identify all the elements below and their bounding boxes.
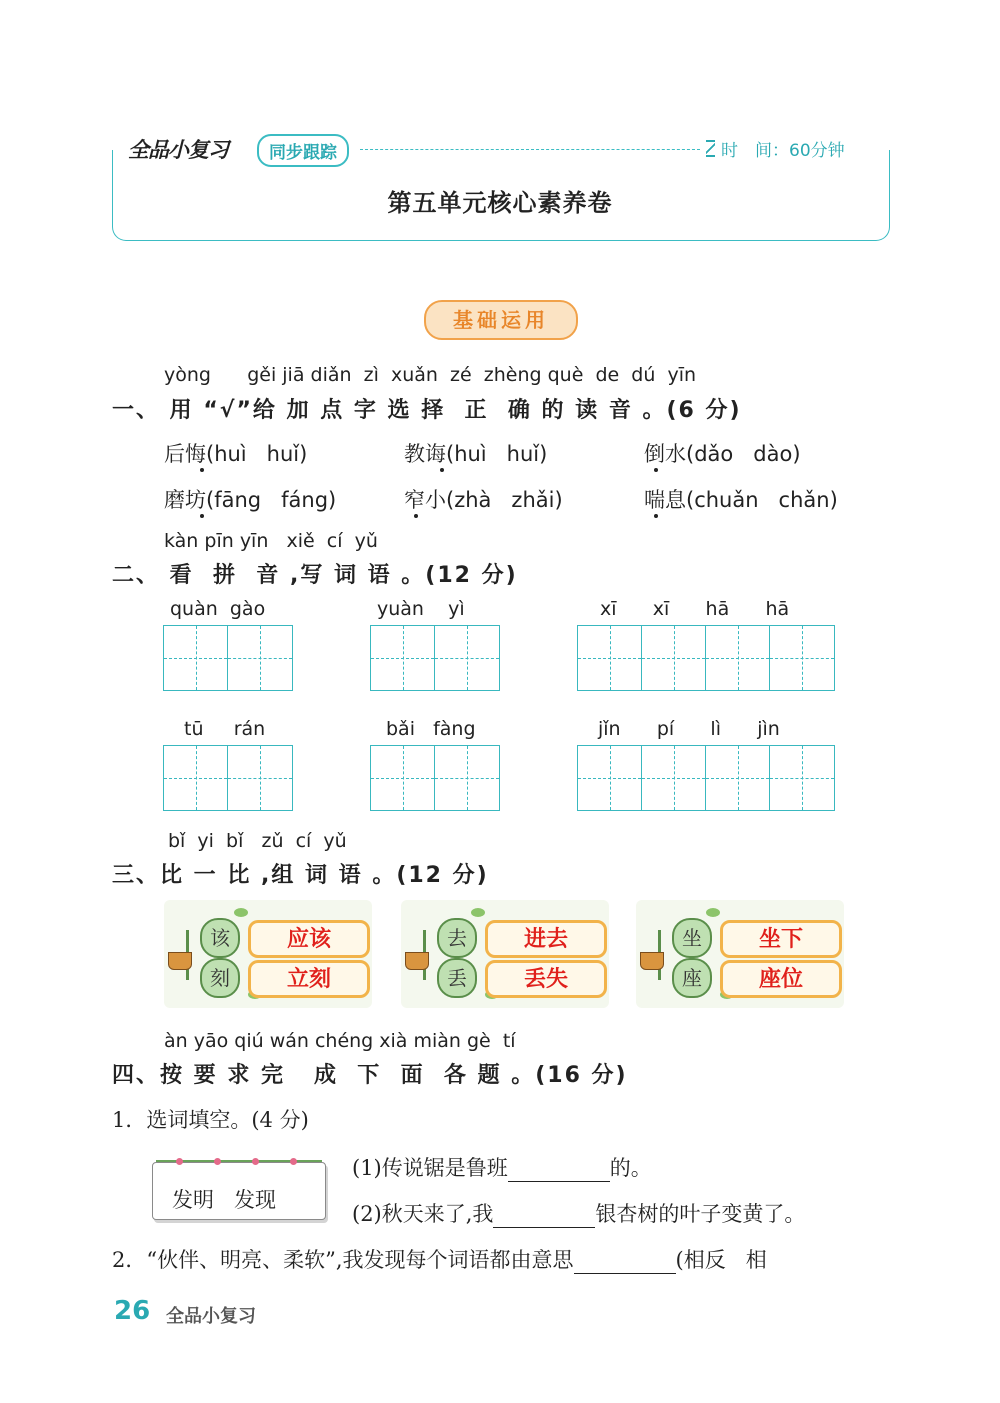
- grid-cell[interactable]: [371, 746, 435, 810]
- section-banner: 基础运用: [424, 300, 578, 340]
- answer-word: 坐下: [720, 920, 842, 958]
- answer-word: 立刻: [248, 960, 370, 998]
- grid-pinyin: yuàn yì: [377, 598, 465, 620]
- grid-cell[interactable]: [164, 746, 228, 810]
- q2-pinyin: kàn pīn yīn xiě cí yǔ: [164, 530, 378, 552]
- brand-logo: 全品小复习: [128, 138, 228, 162]
- emphasis-dot: [200, 468, 204, 472]
- q4-sub1-title: 1．选词填空。(4 分): [112, 1108, 309, 1132]
- writing-grid[interactable]: [370, 745, 500, 811]
- grid-cell[interactable]: [435, 626, 499, 690]
- grid-cell[interactable]: [578, 746, 642, 810]
- grid-cell[interactable]: [578, 626, 642, 690]
- emphasis-dot: [414, 514, 418, 518]
- leaf-icon: [471, 908, 485, 917]
- writing-grid[interactable]: [163, 745, 293, 811]
- answer-blank[interactable]: [508, 1181, 610, 1182]
- compare-card: [636, 900, 844, 1008]
- q1-item: 喘息(chuǎn chǎn): [644, 488, 838, 512]
- footer-brand: 全品小复习: [166, 1306, 256, 1327]
- answer-word: 丢失: [485, 960, 607, 998]
- writing-grid[interactable]: [577, 625, 835, 691]
- leaf-icon: [234, 908, 248, 917]
- emphasis-dot: [200, 514, 204, 518]
- flower-icon: [290, 1158, 297, 1165]
- flowerpot-icon: [168, 952, 192, 970]
- answer-word: 应该: [248, 920, 370, 958]
- time-info: [706, 136, 845, 161]
- grid-pinyin: quàn gào: [170, 598, 266, 620]
- char-bubble: 坐: [672, 918, 712, 958]
- fill-sentence-2: (2)秋天来了,我 银杏树的叶子变黄了。: [352, 1202, 806, 1226]
- emphasis-dot: [654, 468, 658, 472]
- grid-pinyin: jǐn pí lì jìn: [598, 718, 780, 740]
- answer-blank[interactable]: [493, 1227, 595, 1228]
- grid-cell[interactable]: [770, 626, 834, 690]
- grid-cell[interactable]: [371, 626, 435, 690]
- grid-cell[interactable]: [164, 626, 228, 690]
- q1-item: 窄小(zhà zhǎi): [404, 488, 563, 512]
- flower-icon: [176, 1158, 183, 1165]
- char-bubble: 丢: [437, 958, 477, 998]
- q1-item: 磨坊(fāng fáng): [164, 488, 337, 512]
- flower-icon: [252, 1158, 259, 1165]
- grid-cell[interactable]: [706, 746, 770, 810]
- q1-item: 后悔(huì huǐ): [164, 442, 308, 466]
- fill-sentence-1: (1)传说锯是鲁班 的。: [352, 1156, 652, 1180]
- page-title: 第五单元核心素养卷: [387, 189, 613, 217]
- answer-word: 进去: [485, 920, 607, 958]
- writing-grid[interactable]: [163, 625, 293, 691]
- header-divider: [360, 149, 700, 150]
- q1-pinyin: yòng gěi jiā diǎn zì xuǎn zé zhèng què de dú yīn: [164, 364, 697, 386]
- compare-card: [164, 900, 372, 1008]
- grid-cell[interactable]: [228, 746, 292, 810]
- grid-pinyin: tū rán: [184, 718, 266, 740]
- flowerpot-icon: [405, 952, 429, 970]
- sync-tag: 同步跟踪: [257, 134, 349, 167]
- q4-heading: 四、按 要 求 完 成 下 面 各 题 。(16 分): [112, 1063, 628, 1088]
- page-number: 26: [114, 1296, 151, 1326]
- writing-grid[interactable]: [370, 625, 500, 691]
- q3-pinyin: bǐ yi bǐ zǔ cí yǔ: [168, 830, 347, 852]
- grid-cell[interactable]: [228, 626, 292, 690]
- grid-cell[interactable]: [435, 746, 499, 810]
- q2-heading: 二、 看 拼 音 ,写 词 语 。(12 分): [112, 563, 518, 588]
- char-bubble: 座: [672, 958, 712, 998]
- answer-word: 座位: [720, 960, 842, 998]
- hourglass-icon: [706, 140, 715, 157]
- grid-cell[interactable]: [642, 626, 706, 690]
- grid-pinyin: xī xī hā hā: [600, 598, 790, 620]
- emphasis-dot: [440, 468, 444, 472]
- q1-heading: 一、 用 “√”给 加 点 字 选 择 正 确 的 读 音 。(6 分): [112, 398, 742, 423]
- q1-item: 倒水(dǎo dào): [644, 442, 801, 466]
- grid-pinyin: bǎi fàng: [386, 718, 476, 740]
- char-bubble: 该: [200, 918, 240, 958]
- answer-blank[interactable]: [574, 1273, 676, 1274]
- grid-cell[interactable]: [706, 626, 770, 690]
- q4-sub2: 2．“伙伴、明亮、柔软”,我发现每个词语都由意思 (相反 相: [112, 1248, 767, 1272]
- flower-icon: [214, 1158, 221, 1165]
- leaf-icon: [706, 908, 720, 917]
- q3-heading: 三、比 一 比 ,组 词 语 。(12 分): [112, 863, 489, 888]
- q4-pinyin: àn yāo qiú wán chéng xià miàn gè tí: [164, 1030, 516, 1052]
- word-choices: 发明 发现: [172, 1188, 277, 1212]
- writing-grid[interactable]: [577, 745, 835, 811]
- compare-card: [401, 900, 609, 1008]
- emphasis-dot: [654, 514, 658, 518]
- grid-cell[interactable]: [642, 746, 706, 810]
- grid-cell[interactable]: [770, 746, 834, 810]
- time-label: 时 间：60分钟: [721, 141, 845, 161]
- q1-item: 教诲(huì huǐ): [404, 442, 548, 466]
- char-bubble: 刻: [200, 958, 240, 998]
- flowerpot-icon: [640, 952, 664, 970]
- char-bubble: 去: [437, 918, 477, 958]
